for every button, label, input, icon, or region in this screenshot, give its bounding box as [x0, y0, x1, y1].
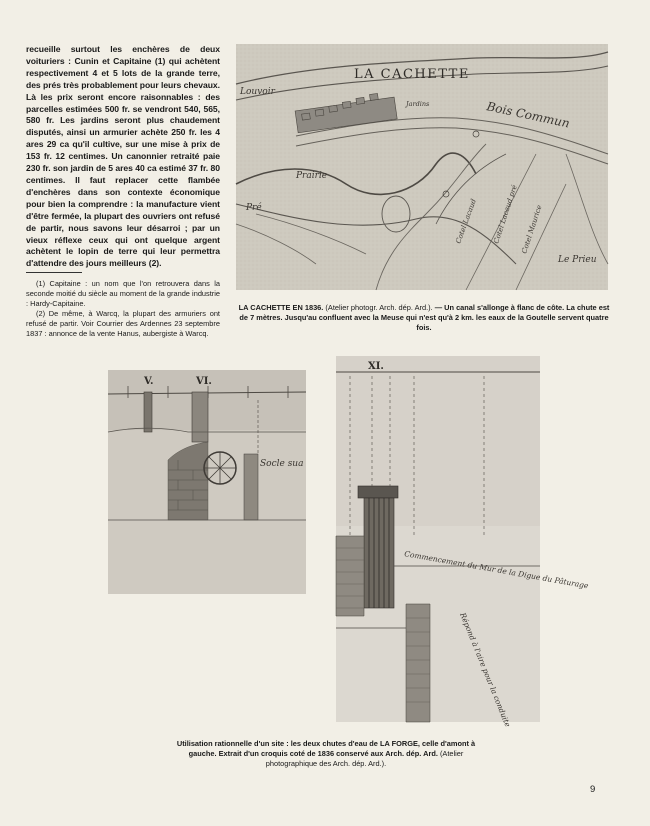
map-label-prieu: Le Prieu — [558, 255, 597, 265]
map-caption-title: LA CACHETTE EN 1836. — [238, 303, 324, 312]
sketch-left-image — [108, 370, 306, 594]
sketch-left-note: Socle sua — [260, 459, 304, 469]
map-label-pre: Pré — [246, 203, 262, 213]
map-caption-credit: (Atelier photogr. Arch. dép. Ard.). — [325, 303, 433, 312]
body-text: recueille surtout les enchères de deux voituriers : Cunin et Capitaine (1) qui achètent respectivement 4 et 5 lots de la grande terre, des prés très probablement pour leurs chevaux. Là les prix seront encore raisonnables : des parcelles estimées 500 fr. se vendront 540, 565, 580 fr. Les jardins seront plus chaudement disputés, ainsi un armurier achète 250 fr. les 4 ares 29 ca qu'il cultive, sur une mise à prix de 153 fr. 12 centimes. Un canonnier retraité paie 230 fr. son jardin de 5 ares 40 ca estimé 37 fr. 80 centimes. Il faut replacer cette flambée d'enchères dans son contexte économique pour bien la comprendre : la manufacture vient d'être fermée, la plupart des ouvriers ont refusé de partir, nous savons leur désarroi ; par un vieux réflexe ceux qui ont quelque argent achètent le lopin de terre qui leur permettra d'attendre des jours meilleurs (2). — [26, 44, 220, 269]
sketch-right-note-1: Commencement du Mur de la Digue du Pâturage — [403, 549, 590, 591]
footnote-2: (2) De même, à Warcq, la plupart des armuriers ont refusé de partir. Voir Courrier des Ardennes 23 septembre 1837 : annonce de la vente Hanus, aubergiste à Warcq. — [26, 309, 220, 338]
map-title-label: LA CACHETTE — [354, 67, 470, 82]
map-label-jardins: Jardins — [406, 100, 430, 108]
bottom-caption — [176, 739, 476, 768]
page-number: 9 — [590, 784, 596, 795]
bottom-caption-text-2: celle d'amont à gauche. Extrait d'un croquis coté de 1836 conservé aux Arch. dép. Ard. — [188, 739, 476, 758]
sketch-left-marker-v: V. — [144, 376, 154, 387]
sketch-right-image — [336, 356, 590, 729]
map-label-louvoir: Louvoir — [240, 87, 275, 97]
map-figure — [236, 44, 608, 290]
svg-text:Cotel Lacaud pré: Cotel Lacaud pré — [492, 184, 519, 245]
footnote-1: (1) Capitaine : un nom que l'on retrouvera dans la seconde moitié du siècle au moment de la grande industrie : Hardy-Capitaine. — [26, 279, 220, 308]
svg-text:Cotel Maurice: Cotel Maurice — [520, 204, 544, 255]
sketch-left-figure — [108, 370, 306, 594]
footnote-rule — [26, 272, 82, 273]
svg-text:Cotel Lacaud: Cotel Lacaud — [454, 197, 478, 245]
map-caption-text: — Un canal s'allonge à flanc de côte. La chute est de 7 mètres. Jusqu'au confluent avec la Meuse qui n'est qu'à 2 km. les eaux de la Goutelle servent quatre fois. — [239, 303, 610, 332]
map-label-prairie: Prairie — [296, 171, 328, 181]
sketch-right-marker-xi: XI. — [368, 361, 384, 372]
sketch-left-marker-vi: VI. — [196, 376, 212, 387]
bottom-caption-text: Utilisation rationnelle d'un site : les deux chutes d'eau de — [176, 739, 378, 748]
sketch-right-note-2: Répond à l'aire pour la conduite — [458, 611, 513, 729]
sketch-right-figure — [336, 356, 590, 729]
map-label-bois: Bois Commun — [485, 99, 571, 131]
bottom-caption-credit: (Atelier photographique des Arch. dép. Ard.). — [265, 748, 464, 768]
footnotes — [26, 279, 220, 340]
map-image — [236, 44, 608, 290]
map-caption — [238, 303, 610, 332]
bottom-caption-forge: LA FORGE, — [379, 739, 420, 748]
